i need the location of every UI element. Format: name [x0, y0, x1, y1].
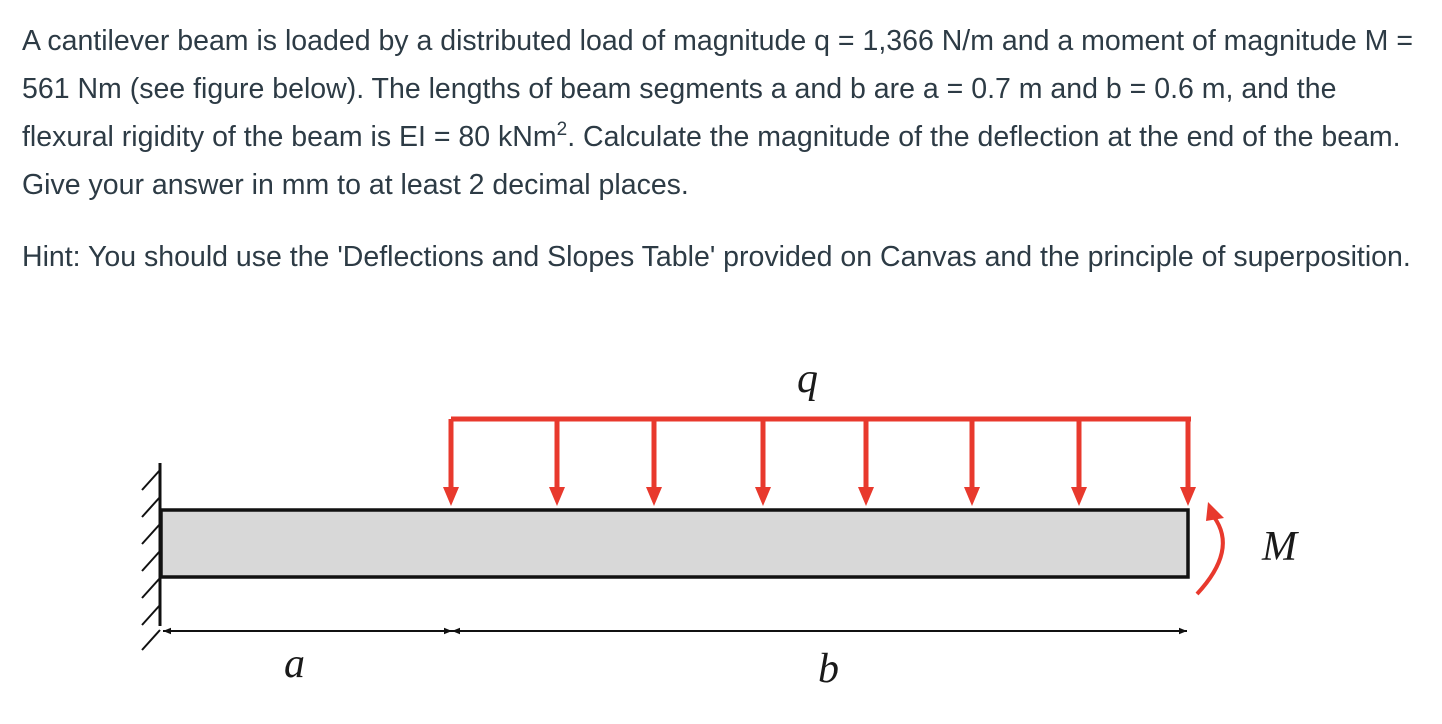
load-arrowhead — [858, 487, 874, 506]
moment-arrowhead — [1206, 502, 1224, 521]
label-a: a — [284, 641, 305, 687]
fixed-support — [142, 463, 160, 650]
label-M: M — [1262, 524, 1297, 570]
load-arrowhead — [443, 487, 459, 506]
moment-arc — [1197, 517, 1223, 594]
problem-text-1: A cantilever beam is loaded by a distributed load of magnitude q = 1,366 N/m and a moment of magnitude M = 561 Nm (see figure below). The lengths of beam segments a and b are a = 0.7 m and b = 0.6 m, and the flexural rigidity of the beam is EI = 80 kNm — [22, 25, 1413, 153]
load-arrowhead — [1071, 487, 1087, 506]
label-q: q — [797, 356, 818, 402]
problem-text-2: . Calculate the magnitude of the deflection at the end of the beam. Give your answer in mm to at least 2 decimal places. — [22, 121, 1401, 201]
beam — [161, 510, 1188, 577]
wall-hatching — [142, 470, 160, 650]
hint-text: Hint: You should use the 'Deflections and Slopes Table' provided on Canvas and the principle of superposition. — [22, 241, 1411, 273]
label-b: b — [818, 646, 839, 692]
load-arrowhead — [646, 487, 662, 506]
distributed-load — [443, 419, 1196, 506]
load-arrowhead — [755, 487, 771, 506]
load-arrowhead — [549, 487, 565, 506]
load-arrowhead — [1180, 487, 1196, 506]
moment-arrow — [1197, 502, 1224, 594]
load-arrowhead — [964, 487, 980, 506]
superscript-2: 2 — [556, 118, 568, 140]
